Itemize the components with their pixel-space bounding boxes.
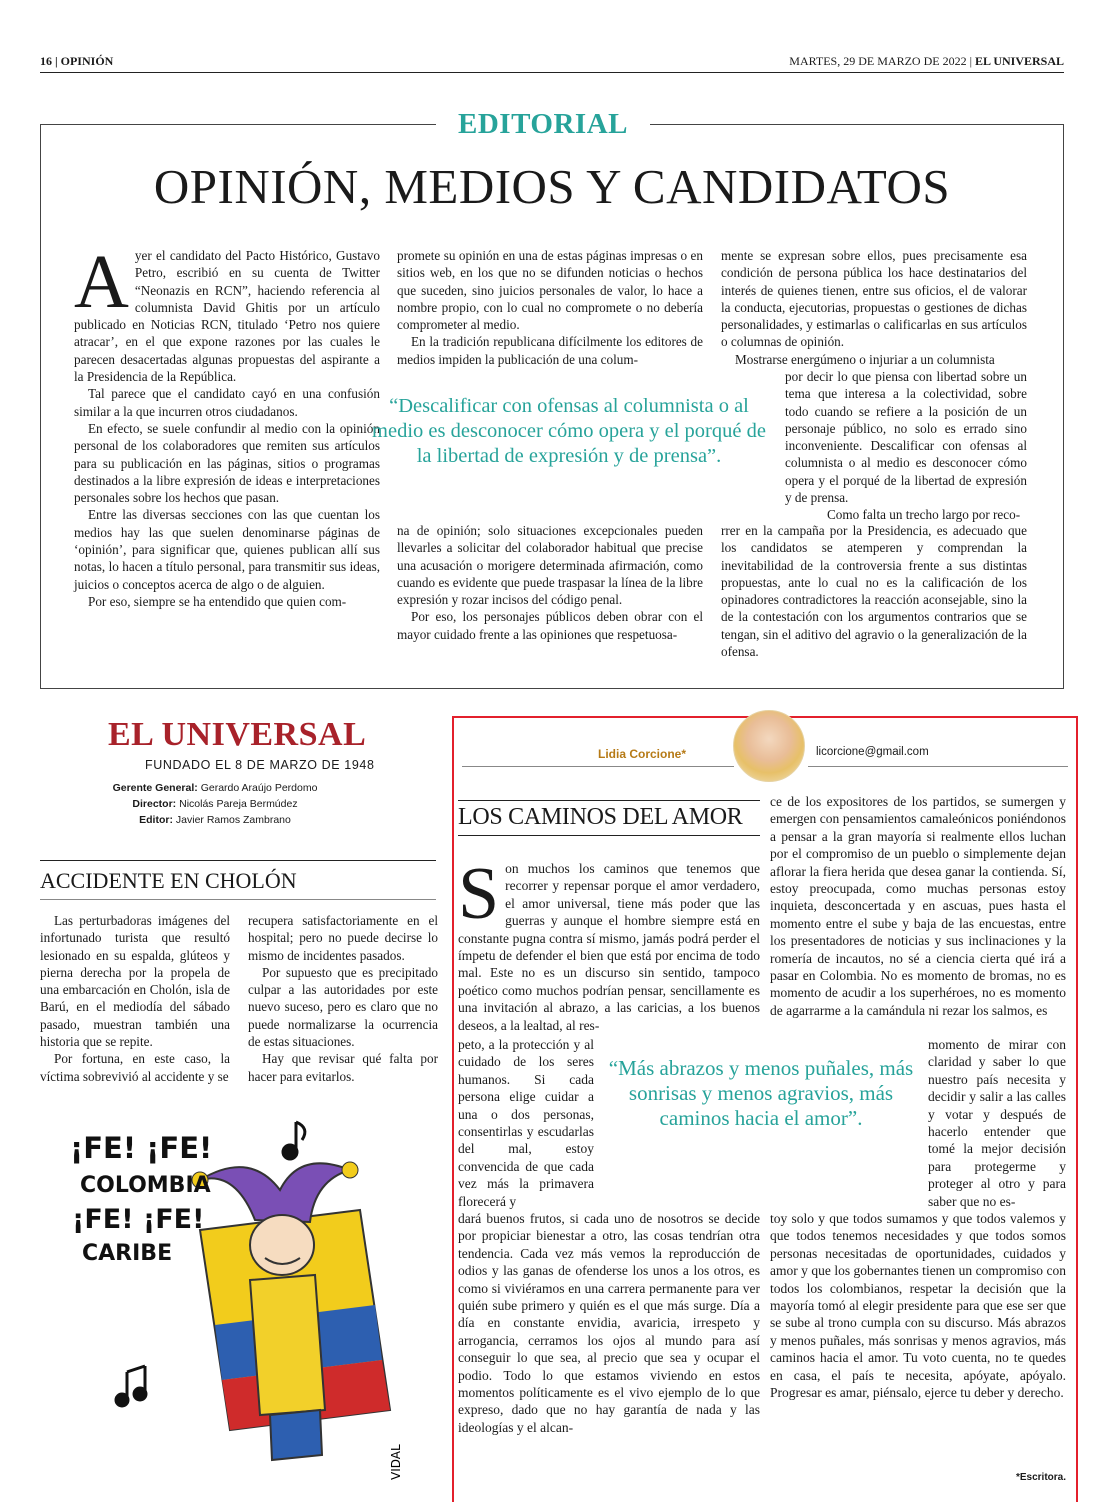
music-note-icon — [283, 1122, 305, 1159]
editorial-paragraph: En la tradición republicana difícilmente los editores de medios impiden la publicación de una colum- — [397, 334, 703, 367]
column-title: LOS CAMINOS DEL AMOR — [458, 804, 743, 830]
masthead-logo: EL UNIVERSAL — [108, 716, 367, 753]
cartoon-line-4: CARIBE — [82, 1241, 173, 1266]
column-title-rule — [458, 835, 760, 836]
editorial-title: OPINIÓN, MEDIOS Y CANDIDATOS — [153, 159, 951, 214]
editorial-column-3-top — [721, 247, 1027, 368]
author-avatar — [733, 710, 805, 782]
author-email: licorcione@gmail.com — [816, 746, 929, 758]
column-paragraph: peto, a la protección y al cuidado de los seres humanos. Si cada persona elige cuidar a una o dos personas, consentirlas y escudarlas del mal, estoy convencida de que cada vez más la primavera florecerá y — [458, 1037, 594, 1209]
cartoon-illustration — [60, 1110, 440, 1490]
editorial-paragraph: mente se expresan sobre ellos, pues precisamente esa condición de persona pública los hace destinatarios del interés de quienes tienen, entre sus oficios, el de valorar la conducta, ejecutorias, propuestas o gestiones de dichas personalidades, y estimarlas o calificarlas en sus artículos o columnas de opinión. — [721, 248, 1027, 350]
editorial-rule-left — [40, 124, 436, 125]
page-date — [789, 54, 1064, 69]
column-text-2-mid — [928, 1036, 1066, 1210]
accidente-paragraph: Hay que revisar qué falta por hacer para evitarlos. — [248, 1051, 438, 1084]
staff-name: Nicolás Pareja Bermúdez — [179, 798, 298, 810]
editorial-column-1 — [74, 240, 380, 610]
editorial-paragraph: na de opinión; solo situaciones excepcionales pueden llevarles a solicitar del colaborador habitual que precise una acusación o morigere determinada afirmación, como cuando es evidente que puede traspasar la línea de la libre expresión y rozar incisos del código penal. — [397, 523, 703, 608]
masthead-founded: FUNDADO EL 8 DE MARZO DE 1948 — [145, 758, 375, 772]
accidente-column-1 — [40, 912, 230, 1085]
editorial-column-2-bottom — [397, 522, 703, 643]
editorial-paragraph: Tal parece que el candidato cayó en una confusión similar a la que incurren otros ciudadanos. — [74, 386, 380, 419]
staff-line — [96, 782, 334, 794]
editorial-paragraph: Por eso, los personajes públicos deben obrar con el mayor cuidado frente a las opiniones que respetuosa- — [397, 609, 703, 642]
cartoon-line-3: ¡FE! ¡FE! — [72, 1204, 205, 1235]
editorial-paragraph: promete su opinión en una de estas páginas impresas o en sitios web, en los que no se difunden noticias o hechos que suceden, sino juicios personales de valor, lo hace a nombre propio, con lo cual no compromete o no debería comprometer al medio. — [397, 248, 703, 333]
column-text-2-top — [770, 793, 1066, 1019]
author-rule-left — [462, 766, 734, 767]
column-pull-quote: “Más abrazos y menos puñales, más sonrisas y menos agravios, más caminos hacia el amor”. — [608, 1056, 914, 1130]
column-dropcap: S — [458, 853, 500, 935]
accidente-paragraph: Las perturbadoras imágenes del infortunado turista que resultó lesionado en su espalda, glúteos y pierna derecha por la propela de una embarcación en Cholón, isla de Barú, en el mediodía del sábado pasado, muestran también una historia que se repite. — [40, 913, 230, 1050]
column-paragraph: momento de mirar con claridad y saber lo que nuestro país necesita y decidir y salir a las calles y votar y después de hacerlo entender que tomé la mejor decisión para protegerme y proteger al otro y para saber que no es- — [928, 1037, 1066, 1209]
editorial-pull-quote: “Descalificar con ofensas al columnista o al medio es desconocer cómo opera y el porqué de la libertad de expresión y de prensa”. — [372, 395, 766, 467]
staff-role: Editor: — [139, 814, 173, 826]
accidente-rule-top — [40, 860, 436, 861]
staff-name: Gerardo Araújo Perdomo — [200, 782, 318, 794]
editorial-paragraph: yer el candidato del Pacto Histórico, Gustavo Petro, escribió en su cuenta de Twitter “Neonazis en RCN”, haciendo referencia al columnista David Ghitis por un artículo publicado en Noticias RCN, titulado ‘Petro nos quiere atracar’, en el que expone razones por las cuales le parecen desacertadas algunas propuestas del aspirante a la Presidencia de la República. — [74, 248, 380, 385]
staff-line — [96, 814, 334, 826]
column-paragraph: ce de los expositores de los partidos, se sumergen y emergen con pensamientos camaleónicos poniéndonos a pensar a la gran mayoría si realmente ellos luchan por el compromiso de un pueblo o simplemente dejan aflorar la fiera herida que desea ganar la contienda. Sí, estoy preocupada, como muchas personas estoy inquieta, desconcertada y en ascuas, pues hasta el momento entre el sube y baja de las encuestas, entre los presentadores de noticias y sus inclinaciones y la romería de incautos, no sé a ciencia cierta qué irá a pasar en Colombia. No es momento de bromas, no es momento de acudir a los superhéroes, no es momento de agarrarme a la camándula ni rezar los salmos, es — [770, 794, 1066, 1018]
column-text-1-bottom — [458, 1210, 760, 1436]
editorial-paragraph: En efecto, se suele confundir al medio con la opinión personal de los colaboradores que remiten sus artículos para su publicación en las páginas, sitios o programas destinados a la libre expresión de ideas e interpretaciones personales sobre los hechos que pasan. — [74, 420, 380, 506]
page-section: 16 | OPINIÓN — [40, 54, 114, 68]
cartoon-text — [70, 1131, 212, 1266]
header-rule — [40, 72, 1064, 73]
column-author: Lidia Corcione* — [598, 747, 687, 761]
paper-name: EL UNIVERSAL — [974, 54, 1064, 68]
editorial-paragraph: Entre las diversas secciones con las que cuentan los medios hay las que suelen denominarse páginas de ‘opinión’, para significar que, quienes publican allí sus notas, lo hacen a título personal, para transmitir sus ideas, juicios o conceptos acerca de algo o de alguien. — [74, 507, 380, 592]
editorial-paragraph: por decir lo que piensa con libertad sobre un tema que interesa a la colectividad, sobre todo cuando se refiere a la posición de un personaje público, no solo es errado sino inconveniente. Descalificar con ofensas al columnista o al medio es desconocer cómo opera y el porqué de la libertad de expresión y de prensa. — [785, 369, 1027, 506]
column-text-1-mid — [458, 1036, 594, 1210]
column-text-2-bottom — [770, 1210, 1066, 1401]
staff-name: Javier Ramos Zambrano — [175, 814, 291, 826]
column-title-rule-top — [458, 800, 760, 801]
accidente-paragraph: Por fortuna, en este caso, la víctima sobrevivió al accidente y se — [40, 1051, 230, 1084]
editorial-rule-right — [650, 124, 1064, 125]
date-text: MARTES, 29 DE MARZO DE 2022 | — [789, 54, 972, 68]
accidente-paragraph: Por supuesto que es precipitado culpar a las autoridades por este nuevo suceso, pero es claro que no puede normalizarse la ocurrencia de estas situaciones. — [248, 964, 438, 1050]
editorial-dropcap: A — [74, 240, 129, 324]
author-rule-right — [808, 766, 1068, 767]
editorial-label: EDITORIAL — [458, 108, 628, 140]
accidente-rule-bottom — [40, 899, 436, 900]
editorial-paragraph: Mostrarse energúmeno o injuriar a un columnista — [735, 351, 995, 367]
staff-role: Director: — [132, 798, 177, 810]
column-paragraph: on muchos los caminos que tenemos que recorrer y repensar porque el amor verdadero, el amor universal, tiene más poder que las guerras y aunque el hombre siempre está en constante pugna contra sí mismo, jamás podrá perder el ímpetu de defender el bien que está por encima de todo mal. Este no es un discurso sin sentido, tampoco poético como muchos podrían pensar, sencillamente es una invitación al abrazo, a las caricias, a los buenos deseos, a la lealtad, al res- — [458, 861, 760, 1033]
editorial-paragraph: rrer en la campaña por la Presidencia, es adecuado que los candidatos se atemperen y comprendan la inevitabilidad de la controversia frente a sus distintas propuestas, ante lo cual no es la calificación de los opinadores contradictores la reacción aconsejable, sino la de la contestación con los argumentos contrarios que se tengan, sin el aditivo del agravio o la generalización de la ofensa. — [721, 523, 1027, 660]
cartoon-line-2: COLOMBIA — [80, 1173, 211, 1198]
music-note-icon — [116, 1366, 146, 1406]
editorial-column-3-bottom — [721, 522, 1027, 660]
cartoon-face — [250, 1215, 314, 1275]
staff-line — [96, 798, 334, 810]
editorial-paragraph: Como falta un trecho largo por reco- — [827, 507, 1021, 523]
editorial-paragraph: Por eso, siempre se ha entendido que quien com- — [88, 593, 347, 609]
column-paragraph: toy solo y que todos sumamos y que todos valemos y que todos tenemos necesidades y que todos somos personas necesitadas de oportunidades, cuidados y amor y que los gobernantes tienen un compromiso con todos los colombianos, respetar la decisión que la mayoría tomó al elegir presidente para que ese ser que se sube al trono cumpla con su discurso. Más abrazos y menos puñales, más sonrisas y menos agravios, más caminos hacia el amor. Tu voto cuenta, no te quedes en casa, el país te necesita, apóyate, apóyalo. Progresar es amar, piénsalo, ejerce tu deber y derecho. — [770, 1211, 1066, 1401]
column-text-1-top — [458, 853, 760, 1034]
editorial-column-3-mid — [785, 368, 1027, 524]
editorial-column-2-top — [397, 247, 703, 368]
column-footnote: *Escritora. — [1015, 1472, 1066, 1483]
staff-role: Gerente General: — [112, 782, 198, 794]
column-paragraph: dará buenos frutos, si cada uno de nosotros se decide por propiciar bienestar a otro, las cosas tendrían otra tendencia. Cada vez más vemos la reproducción de odios y las ganas de ofenderse los unos a los otros, es como si viviéramos en una carrera permanente para ver quién sube primero y quién es el que más surge. Día a día en constante envidia, avaricia, irrespeto y arrogancia, cerramos los ojos al mundo para así conseguir lo que sea, al precio que sea y ocupar el podio. Todo lo que estamos viviendo en estos momentos políticamente es el vivo ejemplo de lo que expreso, dado que no hay garantía de nada y las ideologías y el alcan- — [458, 1211, 760, 1435]
accidente-paragraph: recupera satisfactoriamente en el hospital; pero no puede decirse lo mismo de incidentes pasados. — [248, 913, 438, 963]
accidente-column-2 — [248, 912, 438, 1085]
accidente-title: ACCIDENTE EN CHOLÓN — [40, 868, 297, 893]
cartoon-signature: VIDAL — [389, 1444, 403, 1480]
cartoon-line-1: ¡FE! ¡FE! — [70, 1131, 213, 1165]
